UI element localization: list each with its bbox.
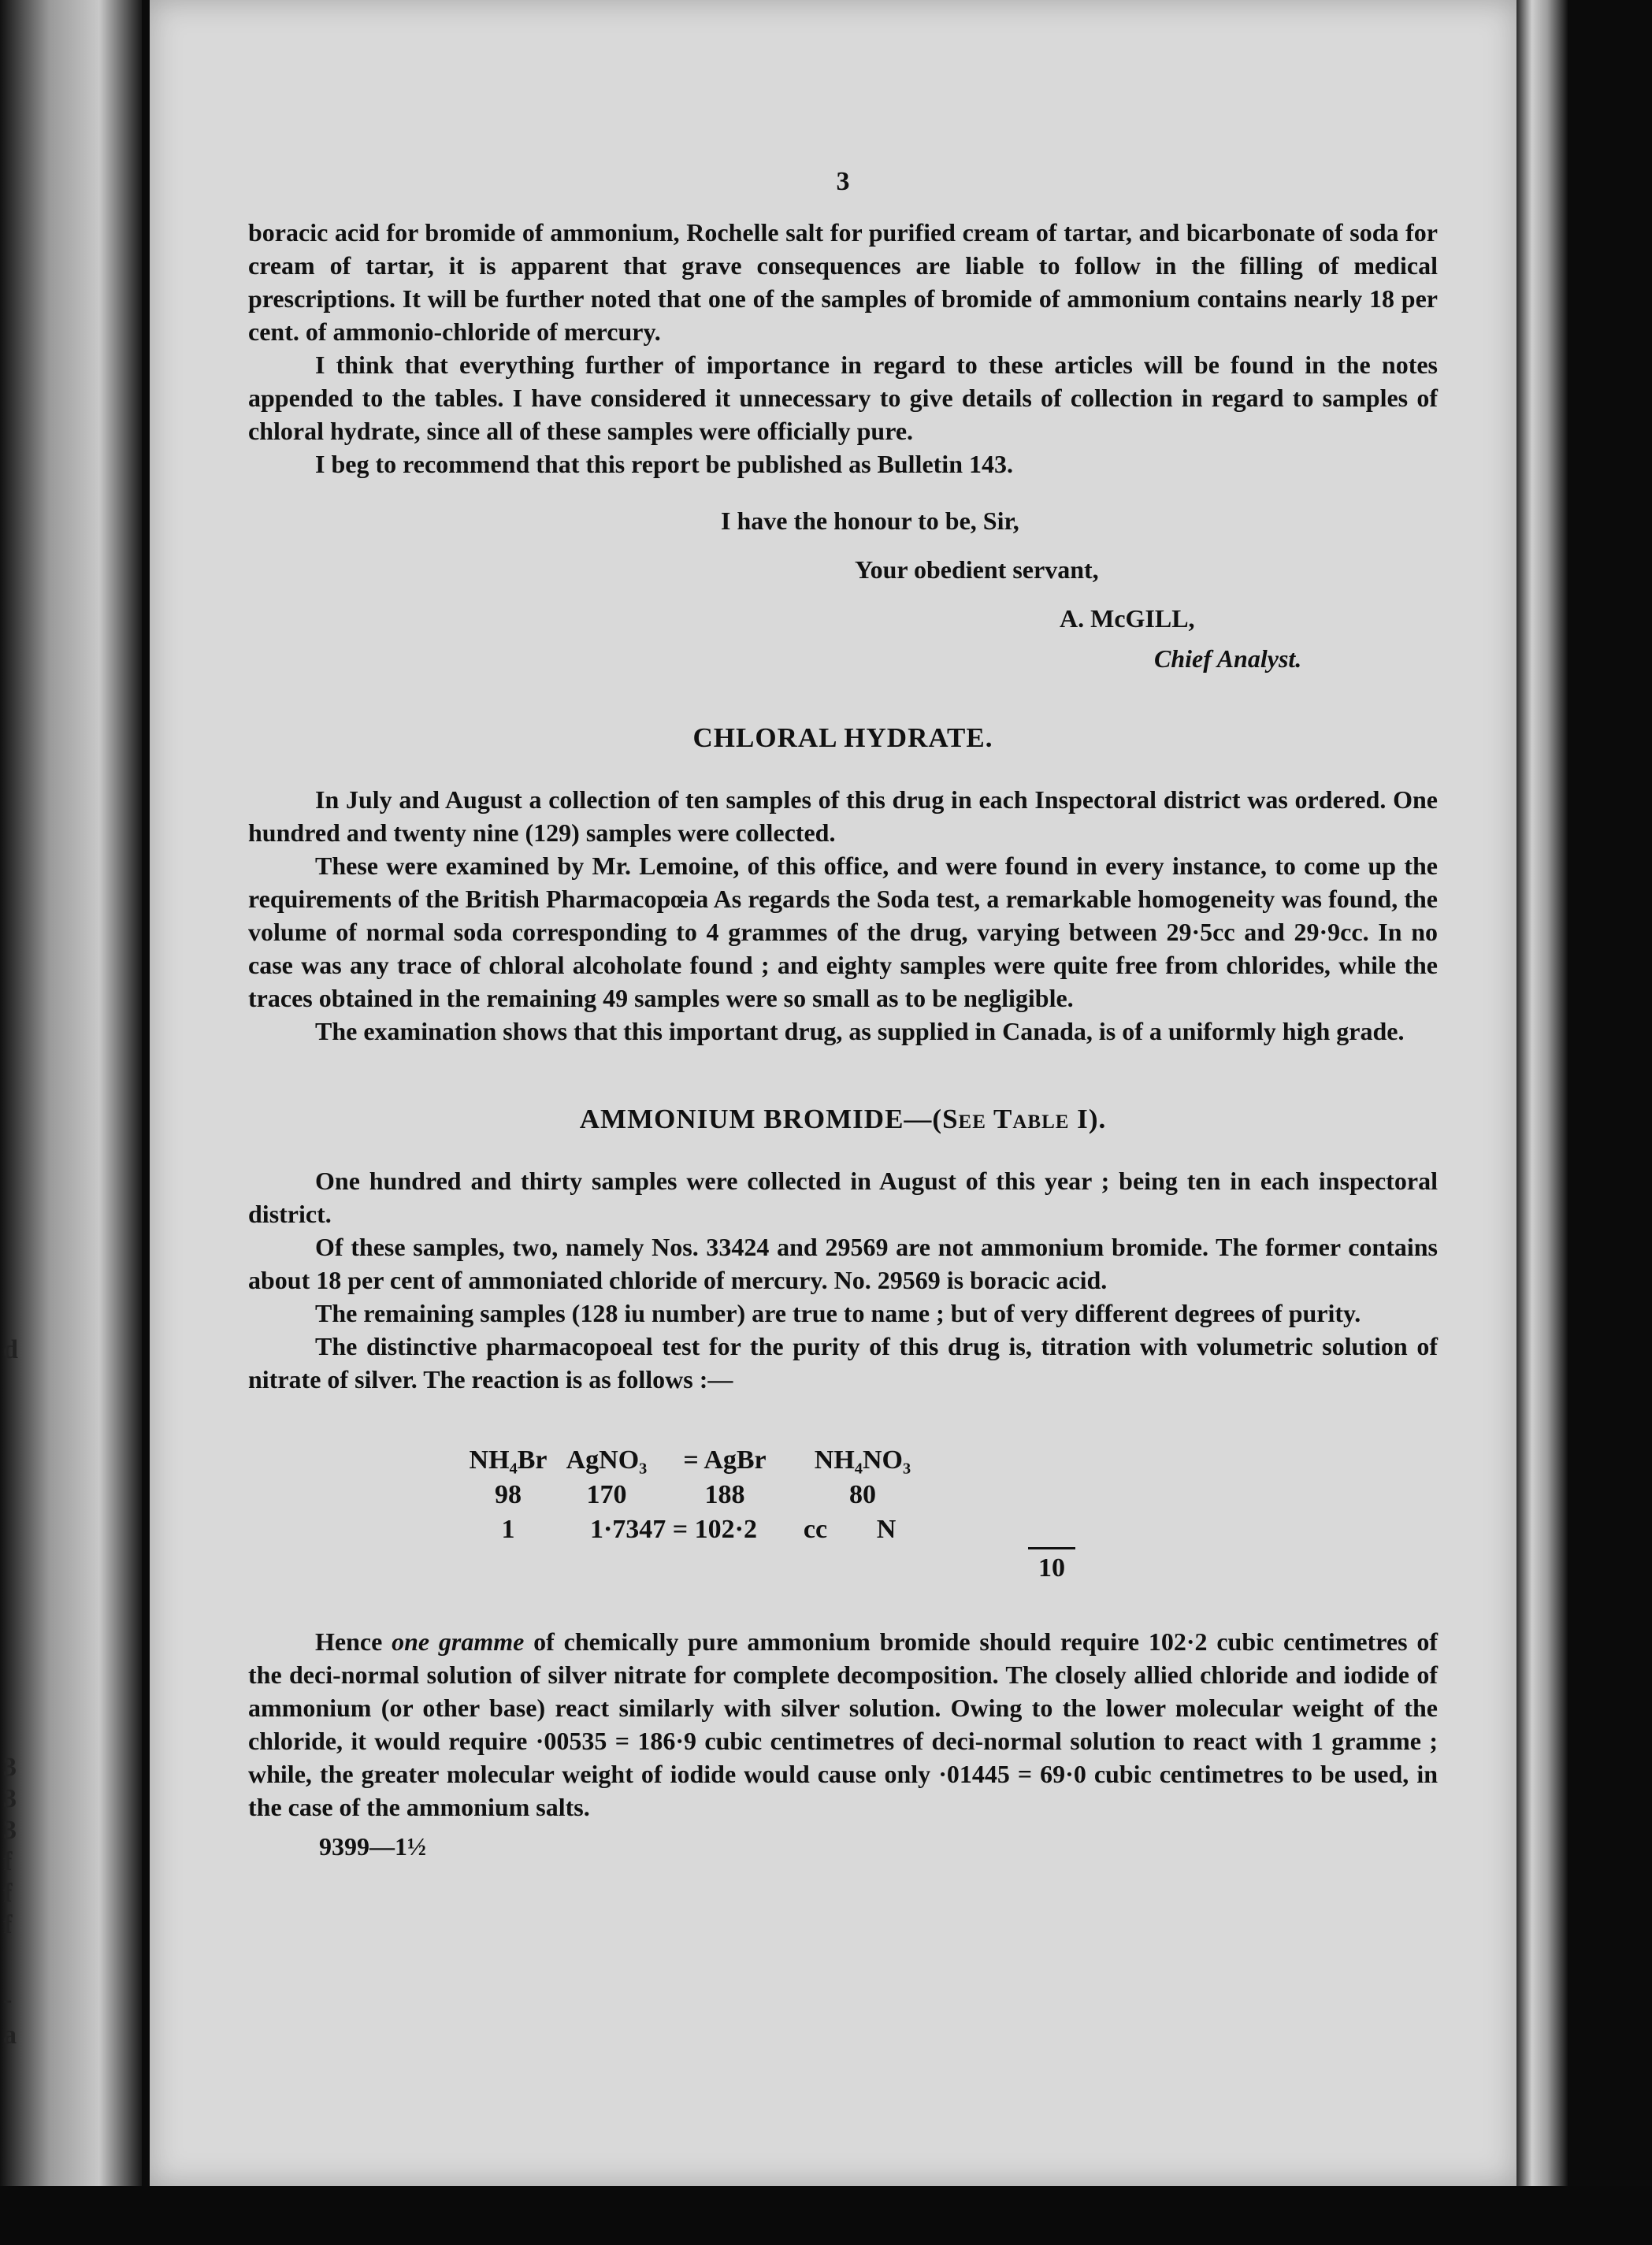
ammonium-paragraph-3: The remaining samples (128 iu number) are true to name ; but of very different degrees of purity. xyxy=(315,1299,1361,1327)
adjacent-page-fragments xyxy=(0,0,32,2245)
final-paragraph: Hence one gramme of chemically pure ammonium bromide should require 102·2 cubic centimetres of the deci-normal solution of silver nitrate for complete decomposition. The closely allied chloride and iodide of ammonium (or other base) react similarly with silver solution. Owing to the lower molecular weight of the chloride, it would require ·00535 = 186·9 cubic centimetres of deci-normal solution to react with 1 gramme ; while, the greater molecular weight of iodide would cause only ·01445 = 69·0 cubic centimetres to be used, in the case of the ammonium salts. xyxy=(248,1627,1439,1821)
emphasis-one-gramme: one gramme xyxy=(392,1627,525,1656)
equation-row-denominator: 10 xyxy=(248,1547,1438,1586)
margin-mark: 3 xyxy=(3,1816,17,1845)
letter-closing xyxy=(248,496,1438,674)
page-number: 3 xyxy=(836,167,850,196)
chloral-paragraph-2: These were examined by Mr. Lemoine, of this office, and were found in every instance, to come up the requirements of the British Pharmacopœia As regards the Soda test, a remarkable homogeneity was found, the volume of normal soda corresponding to 4 grammes of the drug, varying between 29·5cc and 29·9cc. In no case was any trace of chloral alcoholate found ; and eighty samples were quite free from chlorides, while the traces obtained in the remaining 49 samples were so small as to be negligible. xyxy=(248,852,1438,1012)
page-edge-right xyxy=(1516,0,1568,2206)
margin-mark: 3 xyxy=(3,1784,17,1813)
margin-mark: f xyxy=(3,1910,13,1939)
margin-mark: d xyxy=(3,1335,18,1364)
margin-mark: - xyxy=(3,1985,13,2014)
chloral-paragraph-3: The examination shows that this important drug, as supplied in Canada, is of a uniformly high grade. xyxy=(315,1017,1405,1045)
section-heading-chloral: CHLORAL HYDRATE. xyxy=(692,722,993,753)
equation-row-formula: NH₄Br AgNO₃ = AgBr NH₄NO₃ xyxy=(469,1445,911,1475)
paragraph-notes: I think that everything further of importance in regard to these articles will be found in the notes appended to the tables. I have considered it unnecessary to give details of collection in regard to samples of chloral hydrate, since all of these samples were officially pure. xyxy=(248,351,1438,445)
page-text xyxy=(248,165,1438,1863)
heading-end: ). xyxy=(1088,1104,1107,1134)
reaction-equation xyxy=(248,1443,1438,1586)
equation-row-weights: 98 170 188 80 xyxy=(495,1480,876,1509)
paragraph-recommendation: I beg to recommend that this report be published as Bulletin 143. xyxy=(315,450,1013,478)
margin-mark: f xyxy=(3,1879,13,1908)
intro-paragraph: boracic acid for bromide of ammonium, Rochelle salt for purified cream of tartar, and bicarbonate of soda for cream of tartar, it is apparent that grave consequences are liable to follow in the filling of medical prescriptions. It will be further noted that one of the samples of bromide of ammonium contains nearly 18 per cent. of ammonio-chloride of mercury. xyxy=(248,218,1438,346)
chloral-paragraph-1: In July and August a collection of ten samples of this drug in each Inspectoral district was ordered. One hundred and twenty nine (129) samples were collected. xyxy=(248,785,1438,847)
margin-mark: a xyxy=(3,2020,17,2050)
signature: A. McGILL, xyxy=(1060,604,1195,633)
ammonium-paragraph-1: One hundred and thirty samples were collected in August of this year ; being ten in each inspectoral district. xyxy=(248,1167,1438,1228)
equation-row-values: 1 1·7347 = 102·2 cc N xyxy=(501,1515,897,1544)
ammonium-paragraph-2: Of these samples, two, namely Nos. 33424 and 29569 are not ammonium bromide. The former contains about 18 per cent of ammoniated chloride of mercury. No. 29569 is boracic acid. xyxy=(248,1233,1438,1294)
scan-border-bottom xyxy=(0,2186,1652,2245)
signature-title: Chief Analyst. xyxy=(1154,644,1302,673)
margin-mark: f xyxy=(3,1847,13,1876)
margin-mark: 3 xyxy=(3,1753,17,1782)
closing-line-1: I have the honour to be, Sir, xyxy=(721,507,1019,535)
ammonium-paragraph-4: The distinctive pharmacopoeal test for the purity of this drug is, titration with volumetric solution of nitrate of silver. The reaction is as follows :— xyxy=(248,1332,1438,1393)
heading-table-ref: See Table I xyxy=(942,1104,1089,1134)
section-heading-ammonium xyxy=(248,1103,1438,1136)
heading-main: AMMONIUM BROMIDE—( xyxy=(579,1104,943,1134)
closing-line-2: Your obedient servant, xyxy=(855,555,1099,584)
printer-code: 9399—1½ xyxy=(319,1832,426,1861)
